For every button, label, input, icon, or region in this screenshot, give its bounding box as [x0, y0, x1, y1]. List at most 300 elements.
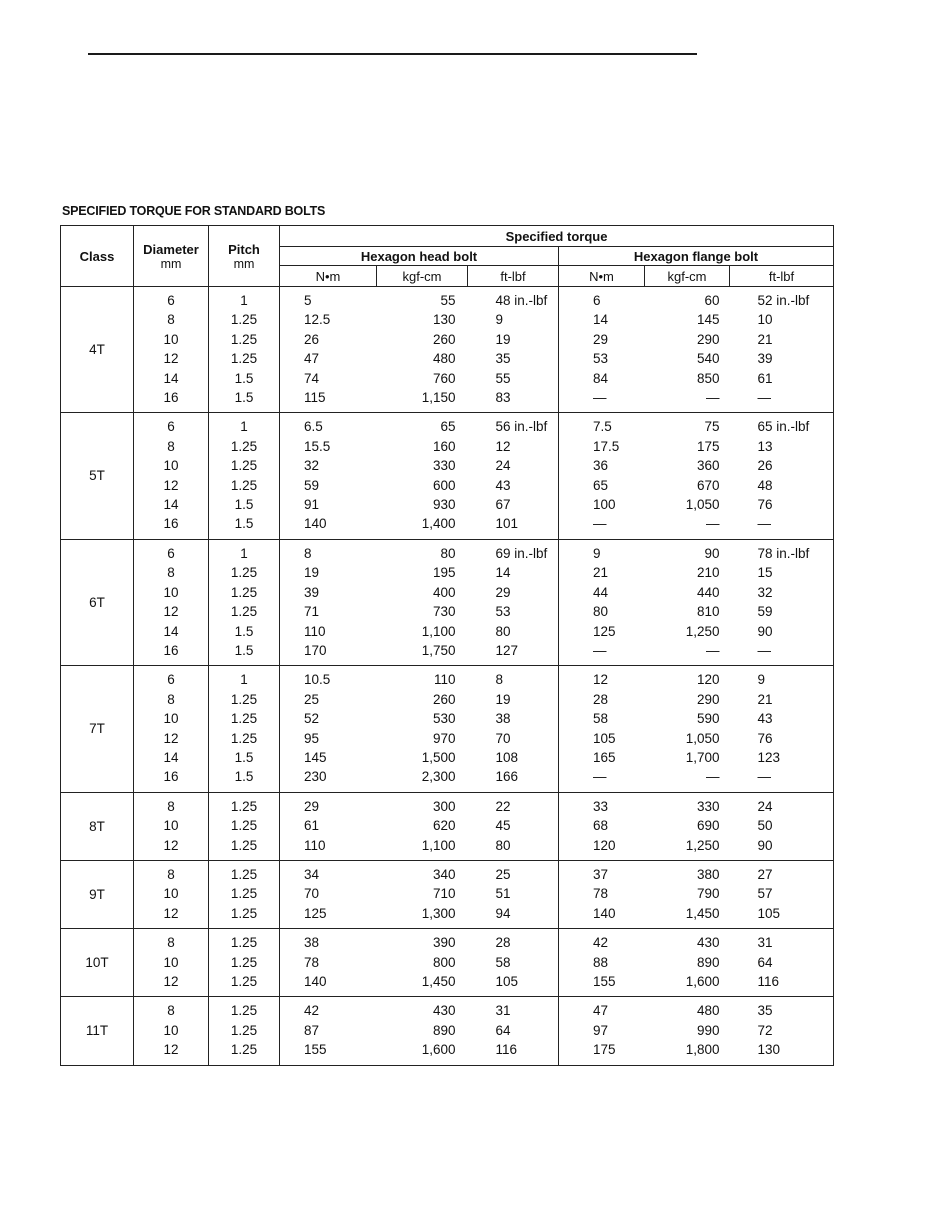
cell-ft2: 31: [730, 929, 834, 953]
cell-pitch: 1.25: [209, 437, 280, 456]
cell-dia: 8: [134, 563, 209, 582]
cell-pitch: 1.5: [209, 514, 280, 539]
class-group-11t: [61, 997, 834, 1065]
cell-kgf2: —: [645, 514, 730, 539]
header-head-kgfcm: kgf-cm: [377, 266, 468, 287]
cell-kgf2: 590: [696, 711, 720, 727]
cell-kgf: 300: [432, 798, 456, 814]
cell-ft: 70: [495, 730, 511, 746]
table-row: [61, 929, 834, 953]
cell-pitch: 1: [209, 287, 280, 311]
table-row: [61, 884, 834, 903]
table-row: [61, 904, 834, 929]
cell-ft: 38: [495, 711, 511, 727]
table-row: [61, 748, 834, 767]
cell-nm2: 44: [559, 583, 645, 602]
header-pitch-unit: mm: [233, 256, 255, 271]
cell-kgf: 400: [432, 584, 456, 600]
table-row: [61, 836, 834, 861]
cell-nm2: 140: [559, 904, 645, 929]
cell-kgf2: 75: [704, 419, 720, 435]
table-row: [61, 709, 834, 728]
header-specified-torque: Specified torque: [280, 226, 834, 247]
table-row: [61, 495, 834, 514]
cell-kgf: 1,750: [377, 641, 468, 666]
class-group-4t: [61, 287, 834, 413]
cell-dia: 8: [134, 997, 209, 1021]
cell-kgf: 390: [432, 935, 456, 951]
table-row: [61, 816, 834, 835]
class-label: 4T: [61, 287, 134, 413]
cell-kgf2: 1,050: [685, 730, 720, 746]
table-row: [61, 641, 834, 666]
cell-pitch: 1.25: [209, 997, 280, 1021]
class-group-6t: [61, 539, 834, 665]
table-row: [61, 369, 834, 388]
cell-kgf: 1,600: [377, 1040, 468, 1065]
cell-dia: 6: [134, 413, 209, 437]
cell-dia: 16: [134, 388, 209, 413]
cell-nm2: 9: [559, 539, 645, 563]
cell-kgf: 160: [432, 438, 456, 454]
cell-nm: 115: [280, 388, 377, 413]
cell-kgf: 260: [432, 331, 456, 347]
table-row: [61, 666, 834, 690]
cell-ft: 28: [495, 935, 511, 951]
cell-kgf: 1,500: [421, 749, 456, 765]
cell-nm2: 53: [559, 349, 645, 368]
cell-kgf2: 1,800: [645, 1040, 730, 1065]
class-label: 7T: [61, 666, 134, 792]
cell-nm2: 97: [559, 1021, 645, 1040]
cell-dia: 6: [134, 539, 209, 563]
cell-kgf2: 890: [696, 954, 720, 970]
cell-nm2: 105: [559, 729, 645, 748]
cell-kgf: 1,150: [377, 388, 468, 413]
table-row: [61, 456, 834, 475]
table-row: [61, 583, 834, 602]
top-rule: [88, 53, 697, 55]
cell-ft2: 9: [730, 666, 834, 690]
cell-kgf: 730: [432, 604, 456, 620]
cell-nm: 78: [280, 953, 377, 972]
cell-kgf2: 1,600: [645, 972, 730, 997]
cell-kgf: 600: [432, 477, 456, 493]
table-row: [61, 1040, 834, 1065]
cell-nm: 38: [280, 929, 377, 953]
cell-ft2: 59: [730, 602, 834, 621]
cell-dia: 14: [134, 748, 209, 767]
cell-ft2: 27: [730, 860, 834, 884]
cell-ft2: 15: [730, 563, 834, 582]
cell-pitch: 1.25: [209, 953, 280, 972]
cell-ft2: 90: [730, 836, 834, 861]
cell-pitch: 1: [209, 666, 280, 690]
cell-nm: 12.5: [280, 310, 377, 329]
cell-pitch: 1.5: [209, 369, 280, 388]
cell-kgf: 890: [432, 1022, 456, 1038]
cell-nm2: 28: [559, 690, 645, 709]
cell-nm: 47: [280, 349, 377, 368]
cell-ft: 80: [468, 836, 559, 861]
header-pitch: Pitch mm: [209, 226, 280, 287]
table-row: [61, 792, 834, 816]
class-group-5t: [61, 413, 834, 539]
class-group-10t: [61, 929, 834, 997]
cell-nm: 5: [280, 287, 377, 311]
cell-kgf2: 690: [696, 818, 720, 834]
cell-ft2: 65 in.-lbf: [730, 413, 834, 437]
cell-nm2: 29: [559, 330, 645, 349]
cell-nm2: 33: [559, 792, 645, 816]
cell-kgf: 1,300: [377, 904, 468, 929]
table-row: [61, 729, 834, 748]
cell-kgf: 620: [432, 818, 456, 834]
cell-pitch: 1.5: [209, 388, 280, 413]
cell-ft2: 72: [730, 1021, 834, 1040]
table-header: [61, 226, 834, 287]
header-head-ftlbf: ft-lbf: [468, 266, 559, 287]
cell-pitch: 1.25: [209, 563, 280, 582]
cell-pitch: 1.5: [209, 767, 280, 792]
cell-dia: 12: [134, 836, 209, 861]
header-head-nm: N•m: [280, 266, 377, 287]
cell-ft: 108: [495, 749, 519, 765]
cell-kgf2: 790: [696, 886, 720, 902]
cell-kgf2: 380: [696, 866, 720, 882]
cell-ft: 35: [495, 351, 511, 367]
cell-dia: 12: [134, 972, 209, 997]
cell-ft2: 24: [730, 792, 834, 816]
cell-dia: 10: [134, 456, 209, 475]
cell-ft2: —: [730, 388, 834, 413]
cell-nm2: —: [559, 767, 645, 792]
class-label: 11T: [61, 997, 134, 1065]
cell-kgf: 80: [440, 545, 456, 561]
cell-nm2: 68: [559, 816, 645, 835]
cell-kgf: 260: [432, 691, 456, 707]
cell-nm: 52: [280, 709, 377, 728]
cell-ft: 116: [468, 1040, 559, 1065]
cell-ft2: 10: [730, 310, 834, 329]
cell-ft: 19: [495, 331, 511, 347]
cell-pitch: 1.25: [209, 972, 280, 997]
cell-ft: 43: [495, 477, 511, 493]
cell-pitch: 1.25: [209, 349, 280, 368]
cell-pitch: 1.5: [209, 641, 280, 666]
cell-nm: 140: [280, 514, 377, 539]
cell-kgf2: 670: [696, 477, 720, 493]
cell-nm: 71: [280, 602, 377, 621]
cell-kgf: 110: [433, 672, 456, 688]
cell-nm2: —: [559, 514, 645, 539]
cell-nm: 110: [280, 836, 377, 861]
cell-kgf: 430: [432, 1003, 456, 1019]
cell-kgf: 1,450: [377, 972, 468, 997]
table-row: [61, 997, 834, 1021]
cell-pitch: 1.25: [209, 1040, 280, 1065]
header-class: Class: [61, 226, 134, 287]
cell-dia: 12: [134, 349, 209, 368]
cell-nm2: 17.5: [559, 437, 645, 456]
cell-kgf2: 1,700: [685, 749, 720, 765]
cell-kgf2: 120: [696, 672, 720, 688]
class-label: 6T: [61, 539, 134, 665]
cell-ft2: 90: [730, 622, 834, 641]
cell-nm2: 78: [559, 884, 645, 903]
cell-kgf: 710: [432, 886, 456, 902]
cell-ft2: 52 in.-lbf: [730, 287, 834, 311]
cell-kgf2: —: [645, 767, 730, 792]
header-flange-ftlbf: ft-lbf: [730, 266, 834, 287]
cell-ft: 94: [468, 904, 559, 929]
class-group-7t: [61, 666, 834, 792]
cell-ft: 83: [468, 388, 559, 413]
cell-kgf2: 1,250: [685, 623, 720, 639]
cell-nm2: 6: [559, 287, 645, 311]
table-row: [61, 860, 834, 884]
cell-ft: 48 in.-lbf: [495, 293, 548, 308]
cell-dia: 14: [134, 369, 209, 388]
cell-pitch: 1: [209, 539, 280, 563]
cell-pitch: 1.25: [209, 310, 280, 329]
cell-pitch: 1.25: [209, 456, 280, 475]
cell-dia: 10: [134, 709, 209, 728]
cell-ft: 14: [495, 565, 511, 581]
cell-nm2: —: [559, 388, 645, 413]
cell-kgf2: 145: [696, 312, 720, 328]
cell-pitch: 1.5: [209, 495, 280, 514]
cell-pitch: 1.25: [209, 884, 280, 903]
cell-nm2: 14: [559, 310, 645, 329]
cell-dia: 10: [134, 884, 209, 903]
cell-dia: 10: [134, 583, 209, 602]
cell-ft: 56 in.-lbf: [495, 419, 548, 435]
cell-nm: 110: [280, 622, 377, 641]
class-group-8t: [61, 792, 834, 860]
cell-nm2: 42: [559, 929, 645, 953]
cell-nm2: 84: [559, 369, 645, 388]
cell-ft: 69 in.-lbf: [495, 545, 548, 561]
cell-dia: 10: [134, 330, 209, 349]
table-row: [61, 563, 834, 582]
class-label: 9T: [61, 860, 134, 928]
cell-dia: 12: [134, 1040, 209, 1065]
cell-ft: 29: [495, 584, 511, 600]
cell-kgf2: 540: [696, 351, 720, 367]
cell-dia: 12: [134, 602, 209, 621]
cell-kgf: 970: [432, 730, 456, 746]
cell-kgf: 340: [432, 866, 456, 882]
cell-ft2: 48: [730, 476, 834, 495]
cell-nm: 87: [280, 1021, 377, 1040]
cell-dia: 6: [134, 666, 209, 690]
cell-nm: 125: [280, 904, 377, 929]
cell-pitch: 1.25: [209, 729, 280, 748]
cell-kgf: 760: [432, 370, 456, 386]
cell-nm: 59: [280, 476, 377, 495]
cell-dia: 14: [134, 622, 209, 641]
cell-ft: 25: [495, 866, 511, 882]
cell-kgf2: 290: [696, 331, 720, 347]
cell-dia: 12: [134, 729, 209, 748]
cell-nm: 10.5: [280, 666, 377, 690]
cell-nm2: 36: [559, 456, 645, 475]
cell-ft2: 105: [730, 904, 834, 929]
cell-kgf: 65: [440, 419, 456, 435]
cell-nm2: 165: [559, 748, 645, 767]
cell-ft: 53: [495, 604, 511, 620]
cell-ft: 9: [495, 312, 504, 328]
cell-kgf: 530: [432, 711, 456, 727]
header-hexagon-flange-bolt: Hexagon flange bolt: [559, 247, 834, 266]
cell-dia: 10: [134, 1021, 209, 1040]
cell-pitch: 1.25: [209, 602, 280, 621]
cell-dia: 16: [134, 641, 209, 666]
cell-ft: 101: [468, 514, 559, 539]
cell-ft2: 35: [730, 997, 834, 1021]
cell-nm2: 7.5: [559, 413, 645, 437]
cell-nm2: 47: [559, 997, 645, 1021]
cell-kgf2: 90: [704, 545, 720, 561]
cell-ft: 19: [495, 691, 511, 707]
cell-nm2: 80: [559, 602, 645, 621]
cell-ft2: 78 in.-lbf: [730, 539, 834, 563]
cell-kgf2: 175: [696, 438, 720, 454]
cell-nm: 15.5: [280, 437, 377, 456]
table-row: [61, 690, 834, 709]
cell-ft2: 32: [730, 583, 834, 602]
cell-pitch: 1.25: [209, 860, 280, 884]
cell-ft2: 50: [730, 816, 834, 835]
cell-ft: 51: [495, 886, 511, 902]
table-row: [61, 1021, 834, 1040]
cell-ft: 166: [468, 767, 559, 792]
cell-ft2: 39: [730, 349, 834, 368]
document-title: SPECIFIED TORQUE FOR STANDARD BOLTS: [62, 204, 326, 218]
table-row: [61, 287, 834, 311]
cell-ft: 24: [495, 458, 511, 474]
cell-pitch: 1.25: [209, 816, 280, 835]
cell-kgf: 2,300: [377, 767, 468, 792]
cell-nm: 26: [280, 330, 377, 349]
cell-pitch: 1.25: [209, 709, 280, 728]
header-flange-nm: N•m: [559, 266, 645, 287]
cell-ft: 67: [495, 497, 511, 513]
cell-pitch: 1.25: [209, 836, 280, 861]
cell-nm: 230: [280, 767, 377, 792]
cell-dia: 8: [134, 792, 209, 816]
cell-ft: 127: [468, 641, 559, 666]
cell-kgf: 195: [432, 565, 456, 581]
table-row: [61, 602, 834, 621]
cell-nm: 19: [280, 563, 377, 582]
cell-kgf2: 290: [696, 691, 720, 707]
cell-ft2: 64: [730, 953, 834, 972]
cell-kgf2: 480: [696, 1003, 720, 1019]
cell-kgf2: —: [645, 388, 730, 413]
cell-kgf2: 430: [696, 935, 720, 951]
cell-pitch: 1.25: [209, 476, 280, 495]
cell-dia: 16: [134, 767, 209, 792]
cell-nm: 145: [280, 748, 377, 767]
cell-dia: 8: [134, 310, 209, 329]
cell-nm2: 125: [559, 622, 645, 641]
cell-nm: 39: [280, 583, 377, 602]
header-diameter: Diameter mm: [134, 226, 209, 287]
cell-nm: 155: [280, 1040, 377, 1065]
table-row: [61, 972, 834, 997]
cell-kgf2: 210: [696, 565, 720, 581]
cell-nm: 34: [280, 860, 377, 884]
cell-dia: 14: [134, 495, 209, 514]
table-row: [61, 539, 834, 563]
class-label: 8T: [61, 792, 134, 860]
cell-ft: 31: [495, 1003, 511, 1019]
header-hexagon-head-bolt: Hexagon head bolt: [280, 247, 559, 266]
cell-dia: 8: [134, 860, 209, 884]
cell-nm: 29: [280, 792, 377, 816]
class-label: 10T: [61, 929, 134, 997]
cell-ft2: 130: [730, 1040, 834, 1065]
cell-pitch: 1.5: [209, 748, 280, 767]
cell-ft2: 57: [730, 884, 834, 903]
cell-dia: 6: [134, 287, 209, 311]
cell-ft: 22: [495, 798, 511, 814]
cell-ft: 80: [495, 623, 511, 639]
table-row: [61, 413, 834, 437]
cell-kgf: 480: [432, 351, 456, 367]
cell-nm2: 21: [559, 563, 645, 582]
cell-nm: 25: [280, 690, 377, 709]
cell-nm: 61: [280, 816, 377, 835]
table-row: [61, 767, 834, 792]
cell-kgf2: 360: [696, 458, 720, 474]
cell-pitch: 1.25: [209, 792, 280, 816]
cell-dia: 10: [134, 816, 209, 835]
cell-dia: 10: [134, 953, 209, 972]
cell-nm: 95: [280, 729, 377, 748]
table-row: [61, 310, 834, 329]
table-row: [61, 349, 834, 368]
cell-ft2: 76: [730, 495, 834, 514]
cell-ft: 55: [495, 370, 511, 386]
torque-table: [60, 225, 834, 1066]
cell-kgf2: 330: [696, 798, 720, 814]
cell-pitch: 1.25: [209, 904, 280, 929]
cell-ft2: 21: [730, 690, 834, 709]
cell-pitch: 1.25: [209, 929, 280, 953]
cell-ft: 12: [495, 438, 511, 454]
cell-pitch: 1.25: [209, 690, 280, 709]
cell-nm2: 37: [559, 860, 645, 884]
cell-kgf: 1,100: [421, 623, 456, 639]
cell-nm2: —: [559, 641, 645, 666]
cell-ft2: —: [730, 641, 834, 666]
table-row: [61, 330, 834, 349]
cell-ft2: —: [730, 514, 834, 539]
cell-kgf: 130: [432, 312, 456, 328]
cell-ft2: 21: [730, 330, 834, 349]
cell-kgf: 1,100: [377, 836, 468, 861]
cell-ft: 45: [495, 818, 511, 834]
cell-nm2: 65: [559, 476, 645, 495]
table-row: [61, 388, 834, 413]
cell-kgf2: 440: [696, 584, 720, 600]
cell-nm: 170: [280, 641, 377, 666]
cell-pitch: 1.25: [209, 1021, 280, 1040]
cell-ft: 8: [495, 672, 504, 688]
